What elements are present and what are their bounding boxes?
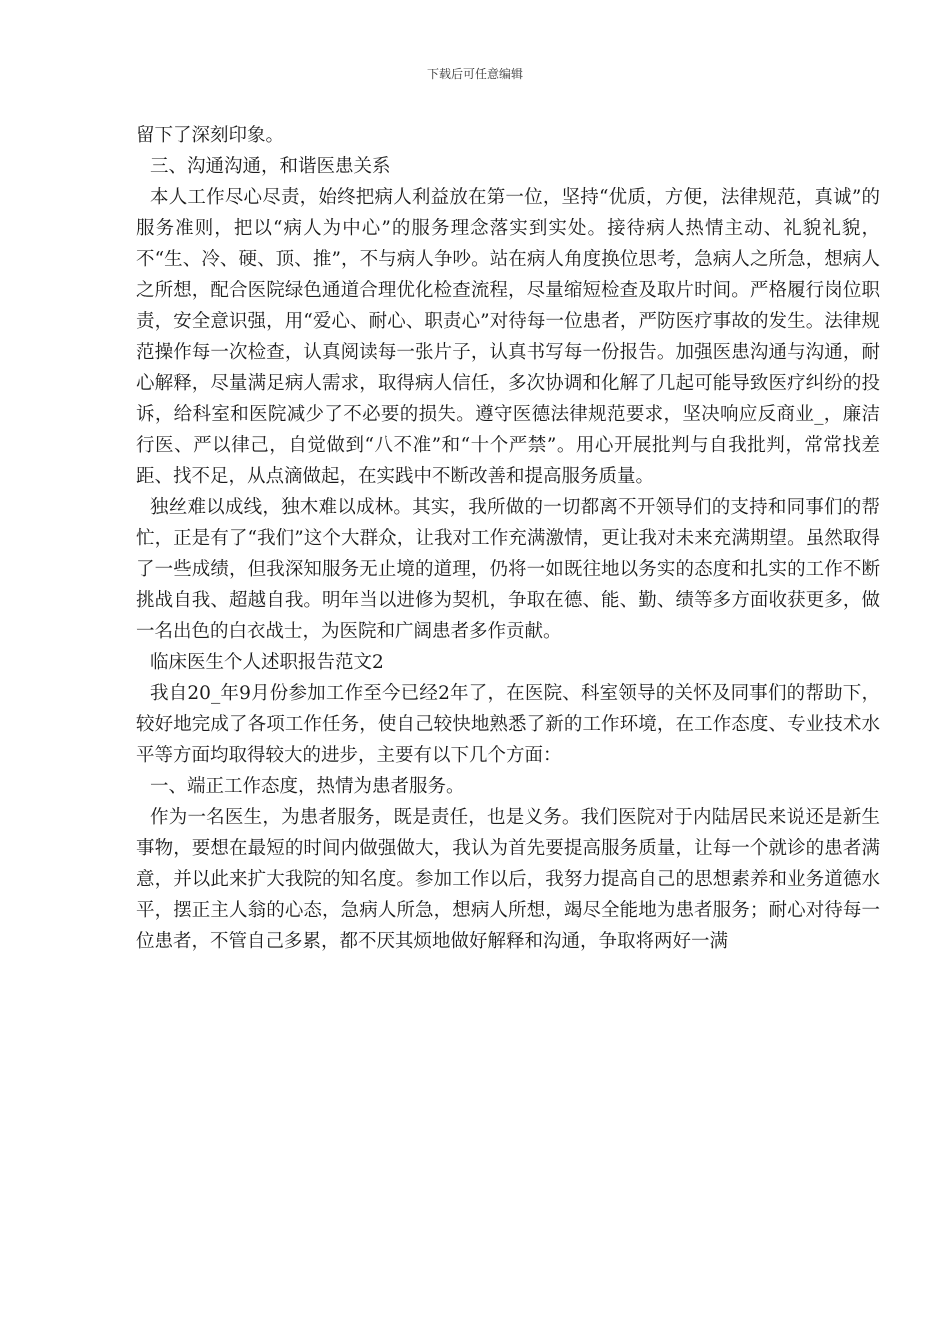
paragraph-teamwork: 独丝难以成线，独木难以成林。其实，我所做的一切都离不开领导们的支持和同事们的帮忙，正是有了“我们”这个大群众，让我对工作充满激情，更让我对未来充满期望。虽然取得了一些成绩，但我深知服务无止境的道理，仍将一如既往地以务实的态度和扎实的工作不断挑战自我、超越自我。明年当以进修为契机，争取在德、能、勤、绩等多方面收获更多，做一名出色的白衣战士，为医院和广阔患者多作贡献。 [136,497,880,642]
section-heading-attitude: 一、端正工作态度，热情为患者服务。 [150,776,465,797]
document-body [136,120,880,957]
page-header: 下载后可任意编辑 [426,67,523,81]
report-title-2: 临床医生个人述职报告范文2 [150,652,384,673]
paragraph-report-intro: 我自20_年9月份参加工作至今已经2年了，在医院、科室领导的关怀及同事们的帮助下，较好地完成了各项工作任务，使自己较快地熟悉了新的工作环境，在工作态度、专业技术水平等方面均取得较大的进步，主要有以下几个方面： [136,683,880,766]
paragraph-continuation: 留下了深刻印象。 [136,125,285,146]
paragraph-patient-service: 作为一名医生，为患者服务，既是责任，也是义务。我们医院对于内陆居民来说还是新生事物，要想在最短的时间内做强做大，我认为首先要提高服务质量，让每一个就诊的患者满意，并以此来扩大我院的知名度。参加工作以后，我努力提高自己的思想素养和业务道德水平，摆正主人翁的心态，急病人所急，想病人所想，竭尽全能地为患者服务；耐心对待每一位患者，不管自己多累，都不厌其烦地做好解释和沟通，争取将两好一满 [136,807,880,952]
paragraph-service-principles: 本人工作尽心尽责，始终把病人利益放在第一位，坚持“优质，方便，法律规范，真诚”的服务准则，把以“病人为中心”的服务理念落实到实处。接待病人热情主动、礼貌礼貌，不“生、冷、硬、顶、推”，不与病人争吵。站在病人角度换位思考，急病人之所急，想病人之所想，配合医院绿色通道合理优化检查流程，尽量缩短检查及取片时间。严格履行岗位职责，安全意识强，用“爱心、耐心、职责心”对待每一位患者，严防医疗事故的发生。法律规范操作每一次检查，认真阅读每一张片子，认真书写每一份报告。加强医患沟通与沟通，耐心解释，尽量满足病人需求，取得病人信任，多次协调和化解了几起可能导致医疗纠纷的投诉，给科室和医院减少了不必要的损失。遵守医德法律规范要求，坚决响应反商业_，廉洁行医、严以律己，自觉做到“八不准”和“十个严禁”。用心开展批判与自我批判，常常找差距、找不足，从点滴做起，在实践中不断改善和提高服务质量。 [136,187,880,487]
section-heading-communication: 三、沟通沟通，和谐医患关系 [150,156,391,177]
